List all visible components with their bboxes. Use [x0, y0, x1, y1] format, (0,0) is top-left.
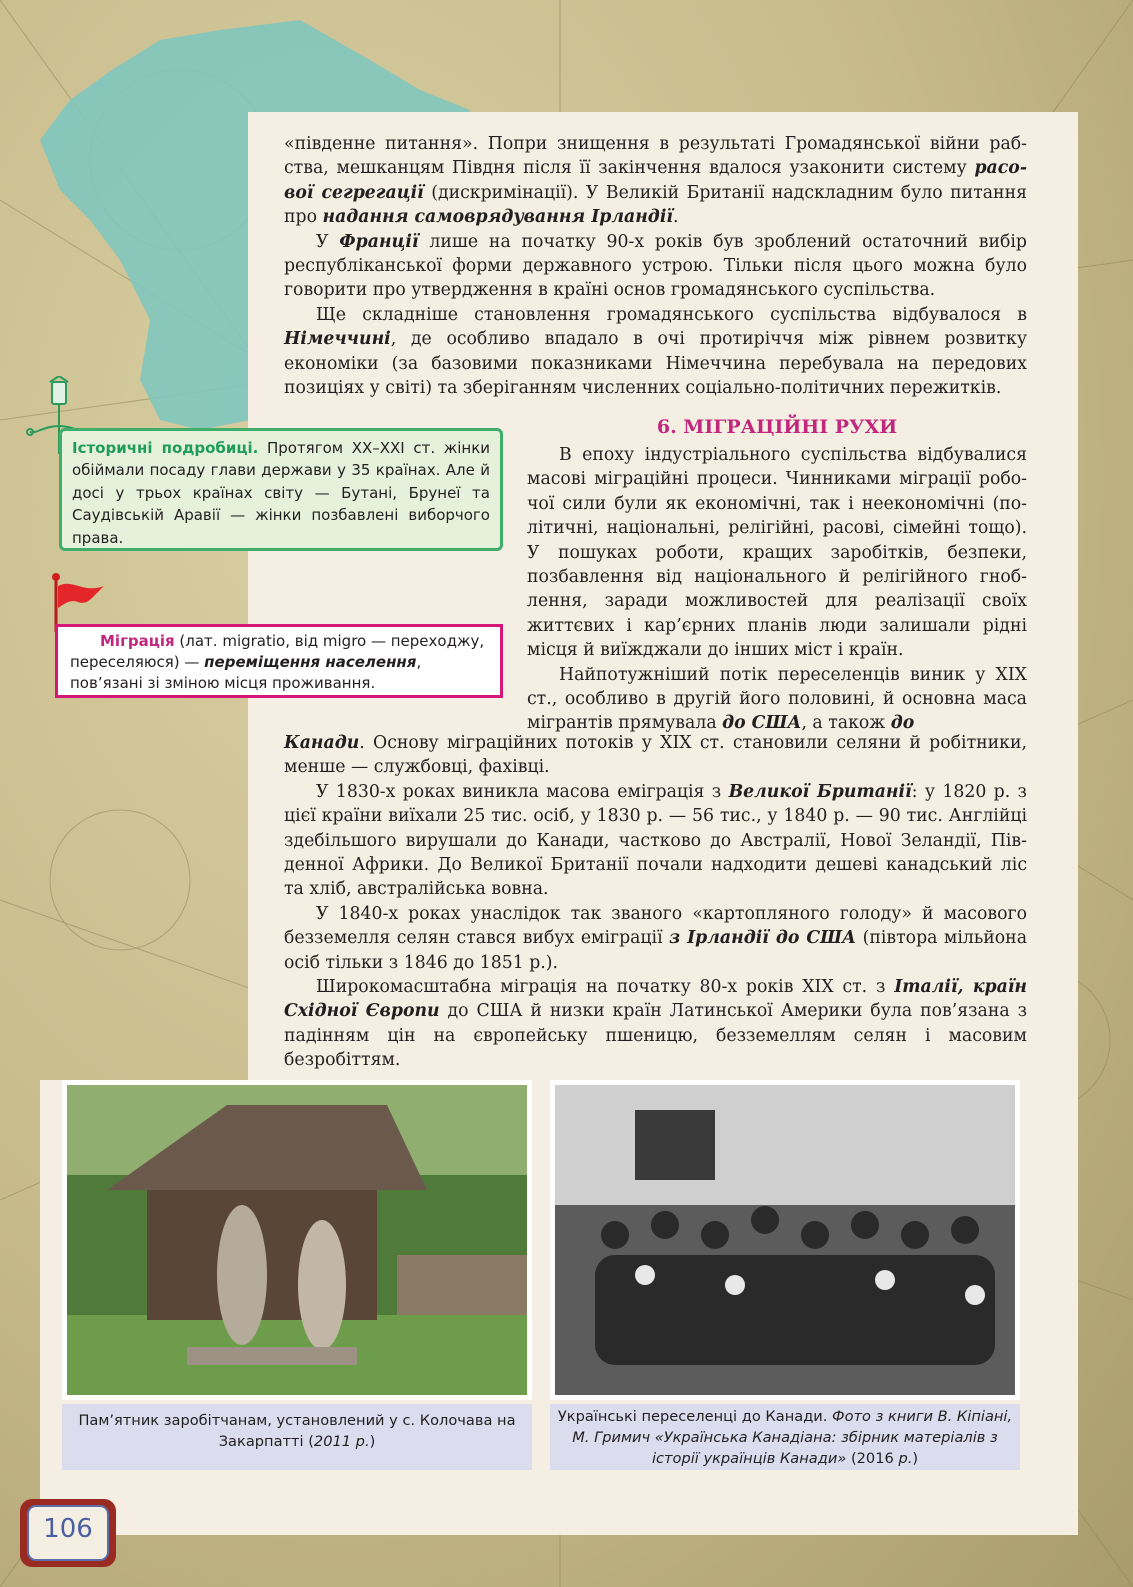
emphasis-text: Великої Британії — [728, 781, 912, 802]
paragraph — [284, 731, 1027, 780]
historical-details-title: Історичні подробиці. — [72, 439, 259, 457]
text-run: лише на початку 90-х років був зроблений остаточний вибір республіканської форми державного устрою. Тільки після цього можна було говорити про утвердження в країні основ громадянського суспільства. — [284, 231, 1027, 301]
historical-details-box — [59, 428, 503, 551]
emphasis-text: надання самоврядування Ірландії — [322, 207, 673, 228]
term-text: Міграція — [100, 632, 175, 650]
text-run: : у 1820 р. з цієї країни виїхали 25 тис. осіб, у 1830 р. — 56 тис., у 1840 р. — 90 тис. Англійці здебільшого вирушали до Канади, частково до Австралії, Нової Зеландії, Південної Африки. До Великої Британії почали надходити дешеві канадський ліс та хліб, австралійська вовна. — [284, 781, 1027, 900]
text-run: У 1840-х роках унаслідок так званого «картопляного голоду» й масового безземелля селян стався вибух еміграції — [284, 903, 1027, 949]
paragraph — [527, 663, 1027, 736]
paragraph — [284, 132, 1027, 230]
paragraph — [527, 443, 1027, 663]
text-run: Широкомасштабна міграція на початку 80-х років XIX ст. з — [316, 977, 895, 998]
emphasis-text: переміщення населення — [204, 653, 417, 671]
emphasis-text: Італії, країн Східної Європи — [284, 977, 1027, 1022]
text-run: Найпотужніший потік переселенців виник у XIX ст., особливо в другій його половині, й основна маса мігрантів прямувала — [527, 664, 1027, 734]
paragraph — [284, 780, 1027, 902]
emphasis-text: до — [890, 713, 915, 734]
historical-details-body: Протягом XX–XXI ст. жінки обіймали посаду глави держави у 35 країнах. Але й досі у трьох країнах світу — Бутані, Брунеї та Саудівській Аравії — жінки позбавлені виборчого права. — [72, 439, 490, 547]
italic-text: Фото з книги В. Кіпіані, М. Гримич «Українська Канадіана: збірник матеріалів з історії українців Канади» — [572, 1408, 1013, 1467]
photo-settlers — [550, 1080, 1020, 1400]
lower-text-block — [284, 731, 1027, 1073]
paragraph — [284, 902, 1027, 975]
text-run: (лат. migratio, від migro — переходжу, переселяюся) — — [70, 632, 485, 671]
right-column-text — [527, 443, 1027, 736]
text-run: У — [316, 231, 340, 252]
italic-text: 2011 р. — [313, 1433, 370, 1450]
text-run: Пам’ятник заробітчанам, установлений у с. Колочава на Закарпатті ( — [78, 1412, 516, 1450]
emphasis-text: Канади — [284, 733, 360, 753]
emphasis-text: Франції — [339, 231, 419, 252]
text-run: ) — [369, 1433, 376, 1450]
section-heading: 6. МІГРАЦІЙНІ РУХИ — [656, 416, 898, 438]
caption-monument — [62, 1404, 532, 1470]
emphasis-text: до США — [722, 713, 802, 734]
text-run: , пов’язані зі зміною місця проживання. — [70, 653, 422, 692]
text-run: (півтора мільйона осіб тільки з 1846 до 1851 р.). — [284, 928, 1027, 973]
page-number-badge — [18, 1497, 118, 1569]
photo-monument — [62, 1080, 532, 1400]
paragraph — [284, 230, 1027, 303]
text-run: . — [672, 207, 679, 228]
settlers-image — [555, 1085, 1015, 1395]
text-run: , де особливо впадало в очі протиріччя між рівнем розвитку економіки (за базовими показниками Німеччина перебувала на передових позиціях у світі) та зберіганням численних соціально-політичних пережитків. — [284, 329, 1027, 399]
text-run: Ще складніше становлення громадянського суспільства відбувалося в — [316, 304, 1027, 325]
monument-image — [67, 1085, 527, 1395]
italic-text: р. — [898, 1450, 913, 1467]
text-run: (дискримінації). У Великій Британії надскладним було питання про — [284, 182, 1027, 228]
text-run: (2016 — [846, 1450, 899, 1467]
definition-box — [55, 624, 503, 698]
text-run: У 1830-х роках виникла масова еміграція з — [316, 781, 729, 802]
emphasis-text: расової сегрегації — [284, 158, 1027, 203]
text-run: «південне питання». Попри знищення в результаті Громадянської війни рабства, мешканцям Півдня після її закінчення вдалося узаконити систему — [284, 134, 1027, 179]
top-text-block — [284, 132, 1027, 400]
text-run: до США й низки країн Латинської Америки була пов’язана з падінням цін на європейську пшеницю, безземеллям селян і масовим безробіттям. — [284, 1001, 1027, 1071]
caption-settlers — [550, 1404, 1020, 1470]
paragraph — [284, 975, 1027, 1073]
emphasis-text: Німеччині — [284, 329, 391, 350]
emphasis-text: з Ірландії до США — [669, 928, 857, 949]
text-run: , а також — [801, 713, 891, 734]
paragraph — [284, 303, 1027, 401]
text-run: Українські переселенці до Канади. — [557, 1408, 833, 1425]
text-run: В епоху індустріального суспільства відбувалися масові міграційні процеси. Чинниками міграції робочої сили були як економічні, так і неекономічні (політичні, національні, релігійні, расові, сімейні тощо). У пошуках роботи, кращих заробітків, безпеки, позбавлення від національного й релігійного гноблення, заради можливостей для реалізації своїх життєвих і кар’єрних планів люди залишали рідні місця й виїжджали до інших міст і країн. — [527, 445, 1027, 661]
flag-icon — [48, 572, 108, 632]
page-number: 106 — [43, 1514, 93, 1544]
text-run: . Основу міграційних потоків у XIX ст. становили селяни й робітники, менше — службовці, фахівці. — [284, 733, 1027, 778]
text-run: ) — [912, 1450, 919, 1467]
